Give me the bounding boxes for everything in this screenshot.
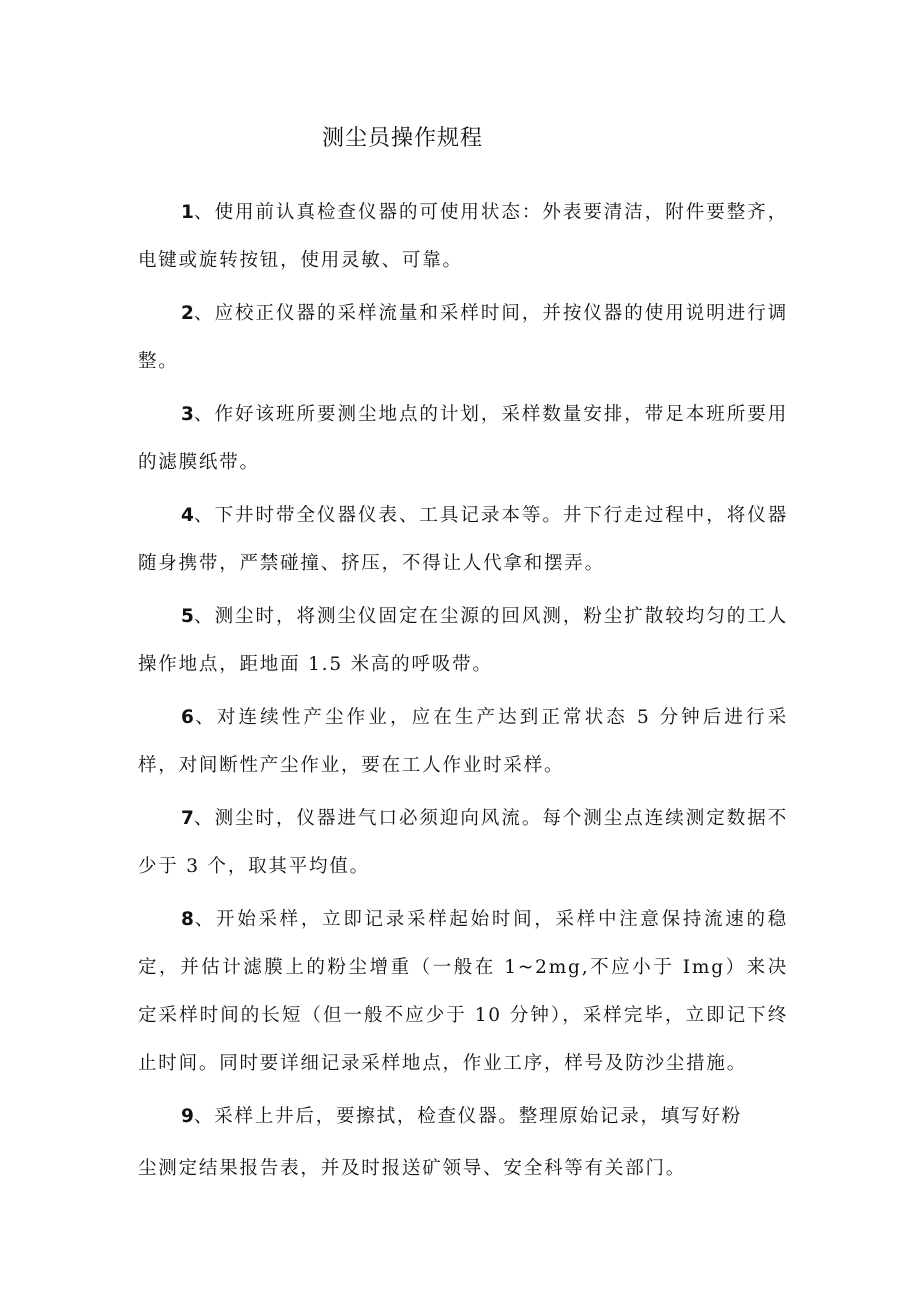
rule-separator: 、 [193, 808, 215, 829]
rule-number: 9 [181, 1106, 194, 1127]
rule-separator: 、 [193, 505, 215, 526]
rule-text: 下井时带全仪器仪表、工具记录本等。井下行走过程中，将仪器随身携带，严禁碰撞、挤压，不得让人代拿和摆弄。 [138, 505, 788, 574]
rule-separator: 、 [193, 606, 215, 627]
rule-text: 开始采样，立即记录采样起始时间，采样中注意保持流速的稳定，并估计滤膜上的粉尘增重（一般在 1~2mg,不应小于 Img）来决定采样时间的长短（但一般不应少于 10 分钟），采样完毕，立即记下终止时间。同时要详细记录采样地点，作业工序，样号及防沙尘措施。 [138, 909, 788, 1074]
rule-separator: 、 [193, 303, 215, 324]
rule-separator: 、 [193, 707, 217, 728]
rule-item-7 [138, 795, 788, 891]
rule-text: 测尘时，仪器进气口必须迎向风流。每个测尘点连续测定数据不少于 3 个，取其平均值。 [138, 808, 788, 877]
rule-number: 6 [181, 707, 194, 728]
rule-item-1 [138, 189, 788, 285]
rule-number: 3 [181, 404, 194, 425]
rule-item-4 [138, 492, 788, 588]
rule-item-6 [138, 694, 788, 790]
rule-item-8 [138, 896, 788, 1088]
rule-separator: 、 [193, 909, 217, 930]
page-title: 测尘员操作规程 [322, 126, 484, 151]
rule-text: 作好该班所要测尘地点的计划，采样数量安排，带足本班所要用的滤膜纸带。 [138, 404, 788, 473]
rule-item-2 [138, 290, 788, 386]
rule-number: 7 [181, 808, 194, 829]
rule-item-9 [138, 1093, 788, 1193]
rule-text: 应校正仪器的采样流量和采样时间，并按仪器的使用说明进行调整。 [138, 303, 788, 372]
rule-line [138, 1093, 788, 1141]
rule-separator: 、 [193, 202, 215, 223]
rule-text-line-1: 采样上井后，要擦拭，检查仪器。整理原始记录，填写好粉 [214, 1106, 742, 1127]
rule-number: 8 [181, 909, 194, 930]
rule-text: 测尘时，将测尘仪固定在尘源的回风测，粉尘扩散较均匀的工人操作地点，距地面 1.5 米高的呼吸带。 [138, 606, 788, 675]
rules-list [138, 189, 788, 1198]
rule-number: 4 [181, 505, 194, 526]
rule-text: 使用前认真检查仪器的可使用状态：外表要清洁，附件要整齐，电键或旋转按钮，使用灵敏、可靠。 [138, 202, 788, 271]
rule-item-5 [138, 593, 788, 689]
rule-number: 5 [181, 606, 194, 627]
rule-separator: 、 [193, 1106, 215, 1127]
rule-number: 2 [181, 303, 194, 324]
rule-text: 对连续性产尘作业，应在生产达到正常状态 5 分钟后进行采样，对间断性产尘作业，要在工人作业时采样。 [138, 707, 788, 776]
rule-number: 1 [181, 202, 194, 223]
rule-item-3 [138, 391, 788, 487]
rule-separator: 、 [193, 404, 215, 425]
rule-text-line-2: 尘测定结果报告表，并及时报送矿领导、安全科等有关部门。 [138, 1158, 687, 1179]
